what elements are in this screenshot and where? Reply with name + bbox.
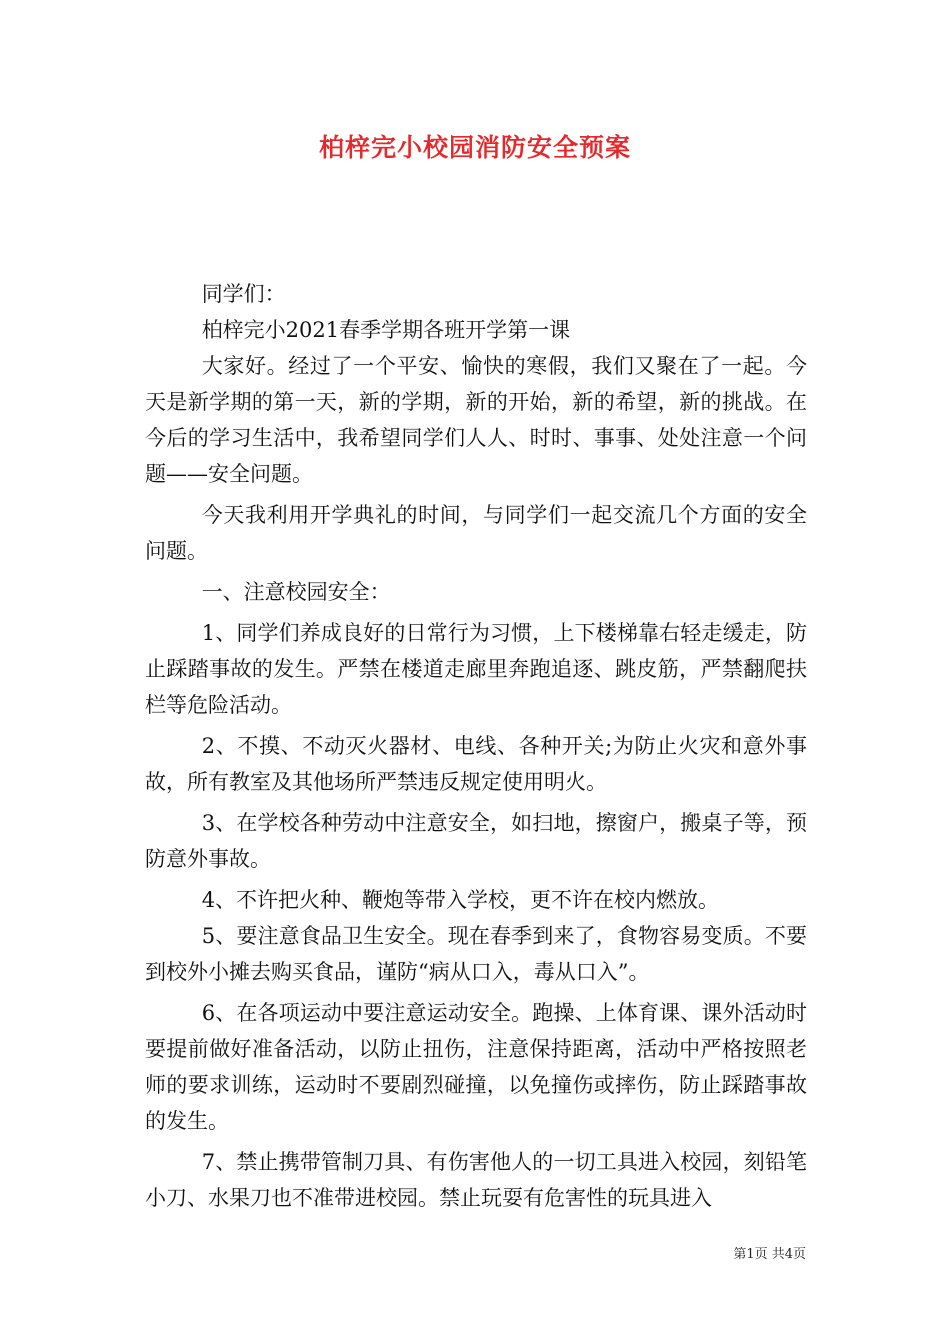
page-number: 第1页 共4页: [733, 1247, 806, 1262]
paragraph-greeting: 同学们：: [201, 282, 286, 306]
list-item-3: 3、在学校各种劳动中注意安全，如扫地，擦窗户，搬桌子等，预防意外事故。: [145, 811, 807, 871]
paragraph-topic: 今天我利用开学典礼的时间，与同学们一起交流几个方面的安全问题。: [145, 503, 807, 563]
document-body: [145, 276, 807, 1216]
list-item-6: 6、在各项运动中要注意运动安全。跑操、上体育课、课外活动时要提前做好准备活动，以防止扭伤，注意保持距离，活动中严格按照老师的要求训练，运动时不要剧烈碰撞，以免撞伤或摔伤，防止踩踏事故的发生。: [145, 1001, 807, 1133]
list-item-5: 5、要注意食品卫生安全。现在春季到来了，食物容易变质。不要到校外小摊去购买食品，谨防“病从口入，毒从口入”。: [145, 924, 807, 984]
list-item-7: 7、禁止携带管制刀具、有伤害他人的一切工具进入校园，刻铅笔小刀、水果刀也不准带进校园。禁止玩耍有危害性的玩具进入: [145, 1150, 807, 1210]
section-heading-campus-safety: 一、注意校园安全：: [201, 580, 391, 604]
paragraph-intro: 大家好。经过了一个平安、愉快的寒假，我们又聚在了一起。今天是新学期的第一天，新的学期，新的开始，新的希望，新的挑战。在今后的学习生活中，我希望同学们人人、时时、事事、处处注意一个问题——安全问题。: [145, 354, 807, 486]
document-title: 柏梓完小校园消防安全预案: [318, 133, 631, 162]
list-item-1: 1、同学们养成良好的日常行为习惯，上下楼梯靠右轻走缓走，防止踩踏事故的发生。严禁在楼道走廊里奔跑追逐、跳皮筋，严禁翻爬扶栏等危险活动。: [145, 621, 807, 717]
list-item-2: 2、不摸、不动灭火器材、电线、各种开关;为防止火灾和意外事故，所有教室及其他场所严禁违反规定使用明火。: [145, 734, 807, 794]
paragraph-subtitle: 柏梓完小2021春季学期各班开学第一课: [201, 318, 571, 342]
list-item-4: 4、不许把火种、鞭炮等带入学校，更不许在校内燃放。: [201, 888, 720, 912]
